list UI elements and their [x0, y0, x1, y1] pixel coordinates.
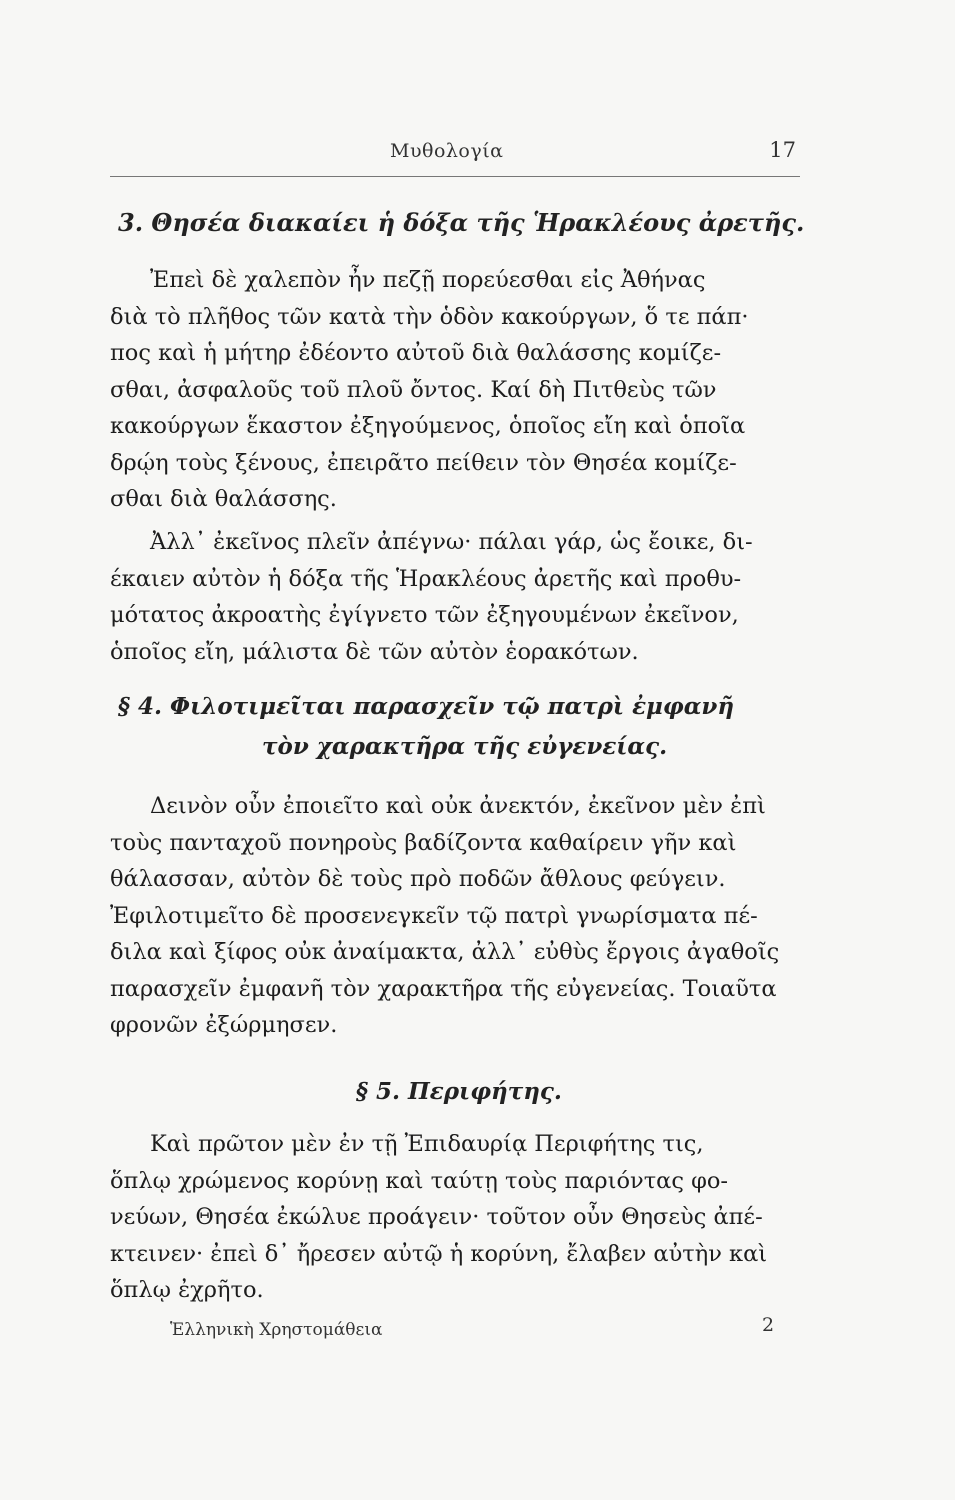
text-line: Καὶ πρῶτον μὲν ἐν τῇ Ἐπιδαυρίᾳ Περιφήτης τις,: [150, 1131, 704, 1157]
text-line: ὅπλῳ ἐχρῆτο.: [110, 1277, 264, 1303]
text-line: Ἐφιλοτιμεῖτο δὲ προσενεγκεῖν τῷ πατρὶ γνωρίσματα πέ-: [110, 902, 758, 929]
text-line: μότατος ἀκροατὴς ἐγίγνετο τῶν ἐξηγουμένων ἐκεῖνον,: [110, 602, 739, 628]
text-line: παρασχεῖν ἐμφανῆ τὸν χαρακτῆρα τῆς εὐγενείας. Τοιαῦτα: [110, 975, 777, 1002]
running-title: Μυθολογία: [390, 140, 504, 162]
text-line: φρονῶν ἐξώρμησεν.: [110, 1012, 338, 1038]
page-number: 17: [769, 138, 796, 162]
text-line: πος καὶ ἡ μήτηρ ἐδέοντο αὐτοῦ διὰ θαλάσσης κομίζε-: [110, 340, 722, 366]
text-line: σθαι, ἀσφαλοῦς τοῦ πλοῦ ὄντος. Καί δὴ Πιτθεὺς τῶν: [110, 376, 717, 403]
section-4-paragraph-1: [110, 788, 805, 1044]
section-4-heading-line-1: § 4. Φιλοτιμεῖται παρασχεῖν τῷ πατρὶ ἐμφανῆ: [118, 693, 735, 720]
section-5-heading: § 5. Περιφήτης.: [356, 1078, 562, 1105]
text-line: Δεινὸν οὖν ἐποιεῖτο καὶ οὐκ ἀνεκτόν, ἐκεῖνον μὲν ἐπὶ: [150, 793, 766, 819]
section-3-heading: 3. Θησέα διακαίει ἡ δόξα τῆς Ἡρακλέους ἀρετῆς.: [118, 208, 805, 237]
signature-number: 2: [762, 1314, 775, 1336]
section-3-paragraph-1: [110, 262, 805, 518]
text-line: ὁποῖος εἴη, μάλιστα δὲ τῶν αὐτὸν ἑορακότων.: [110, 638, 639, 665]
text-line: νεύων, Θησέα ἐκώλυε προάγειν· τοῦτον οὖν Θησεὺς ἀπέ-: [110, 1204, 763, 1230]
text-line: ὅπλῳ χρώμενος κορύνῃ καὶ ταύτῃ τοὺς παριόντας φο-: [110, 1167, 728, 1194]
text-line: διὰ τὸ πλῆθος τῶν κατὰ τὴν ὁδὸν κακούργων, ὅ τε πάπ·: [110, 303, 749, 330]
section-5-paragraph-1: [110, 1126, 805, 1309]
text-line: θάλασσαν, αὐτὸν δὲ τοὺς πρὸ ποδῶν ἄθλους φεύγειν.: [110, 866, 726, 892]
header-rule: [110, 176, 800, 177]
printer-signature: Ἑλληνικὴ Χρηστομάθεια: [170, 1320, 383, 1340]
text-line: κακούργων ἕκαστον ἐξηγούμενος, ὁποῖος εἴη καὶ ὁποῖα: [110, 413, 746, 439]
text-line: σθαι διὰ θαλάσσης.: [110, 486, 337, 512]
section-4-heading-line-2: τὸν χαρακτῆρα τῆς εὐγενείας.: [262, 733, 668, 760]
text-line: Ἀλλ᾽ ἐκεῖνος πλεῖν ἀπέγνω· πάλαι γάρ, ὡς ἔοικε, δι-: [150, 529, 753, 555]
text-line: τοὺς πανταχοῦ πονηροὺς βαδίζοντα καθαίρειν γῆν καὶ: [110, 829, 737, 856]
text-line: δρῴη τοὺς ξένους, ἐπειρᾶτο πείθειν τὸν Θησέα κομίζε-: [110, 449, 737, 476]
text-line: διλα καὶ ξίφος οὐκ ἀναίμακτα, ἀλλ᾽ εὐθὺς ἔργοις ἀγαθοῖς: [110, 939, 780, 965]
text-line: Ἐπεὶ δὲ χαλεπὸν ἦν πεζῇ πορεύεσθαι εἰς Ἀθήνας: [150, 267, 706, 293]
section-3-paragraph-2: [110, 524, 805, 670]
text-line: έκαιεν αὐτὸν ἡ δόξα τῆς Ἡρακλέους ἀρετῆς καὶ προθυ-: [110, 565, 742, 592]
page-header: [110, 140, 800, 174]
text-line: κτεινεν· ἐπεὶ δ᾽ ἤρεσεν αὐτῷ ἡ κορύνη, ἔλαβεν αὐτὴν καὶ: [110, 1240, 768, 1267]
